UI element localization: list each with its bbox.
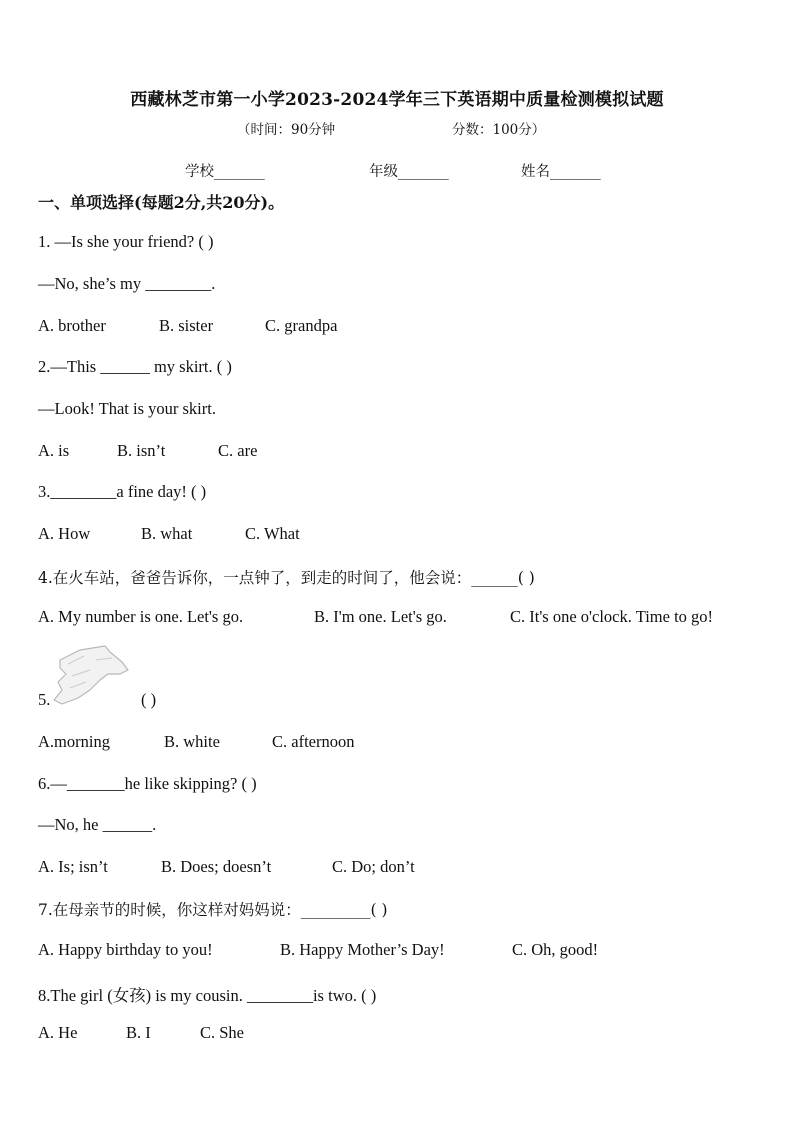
question-8-stem: 8.The girl (女孩) is my cousin. ________is two. ( ) [38,986,377,1005]
school-field: 学校_______ [185,164,265,180]
option-c: C. It's one o'clock. Time to go! [510,607,714,626]
option-a: A. He [38,1023,78,1042]
option-c: C. are [218,441,258,460]
grade-field: 年级_______ [369,164,449,180]
question-5-bracket: ( ) [141,690,157,709]
section-heading: 一、单项选择(每题2分,共20分)。 [38,193,285,212]
option-a: A. My number is one. Let's go. [38,607,244,626]
question-1-stem: 1. —Is she your friend? ( ) [38,232,214,251]
option-a: A. is [38,441,70,460]
option-b: B. isn’t [117,441,166,460]
snow-patch-picture [50,640,130,710]
option-a: A. How [38,524,91,543]
option-b: B. white [164,732,220,751]
question-7-stem: 7.在母亲节的时候，你这样对妈妈说：_________( ) [38,901,388,919]
question-2-reply: —Look! That is your skirt. [38,399,216,418]
question-5-number: 5. [38,690,51,709]
name-field: 姓名_______ [521,164,601,180]
question-1-reply: —No, she’s my ________. [38,274,216,293]
option-b: B. I'm one. Let's go. [314,607,447,626]
option-b: B. I [126,1023,151,1042]
question-6-stem: 6.—_______he like skipping? ( ) [38,774,257,793]
question-3-stem: 3.________a fine day! ( ) [38,482,207,501]
exam-time: （时间：90分钟 [237,122,336,138]
option-a: A. brother [38,316,106,335]
exam-score: 分数：100分） [452,122,546,138]
option-c: C. grandpa [265,316,338,335]
option-a: A. Happy birthday to you! [38,940,213,959]
option-b: B. Does; doesn’t [161,857,272,876]
option-b: B. Happy Mother’s Day! [280,940,445,959]
option-c: C. What [245,524,300,543]
question-2-stem: 2.—This ______ my skirt. ( ) [38,357,232,376]
option-c: C. She [200,1023,245,1042]
option-c: C. Do; don’t [332,857,415,876]
question-6-reply: —No, he ______. [38,815,157,834]
option-a: A.morning [38,732,110,751]
option-a: A. Is; isn’t [38,857,108,876]
option-b: B. sister [159,316,214,335]
option-b: B. what [141,524,193,543]
option-c: C. Oh, good! [512,940,599,959]
page-title: 西藏林芝市第一小学2023-2024学年三下英语期中质量检测模拟试题 [130,90,664,110]
question-4-stem: 4.在火车站，爸爸告诉你，一点钟了，到走的时间了，他会说：______( ) [38,569,535,587]
option-c: C. afternoon [272,732,355,751]
